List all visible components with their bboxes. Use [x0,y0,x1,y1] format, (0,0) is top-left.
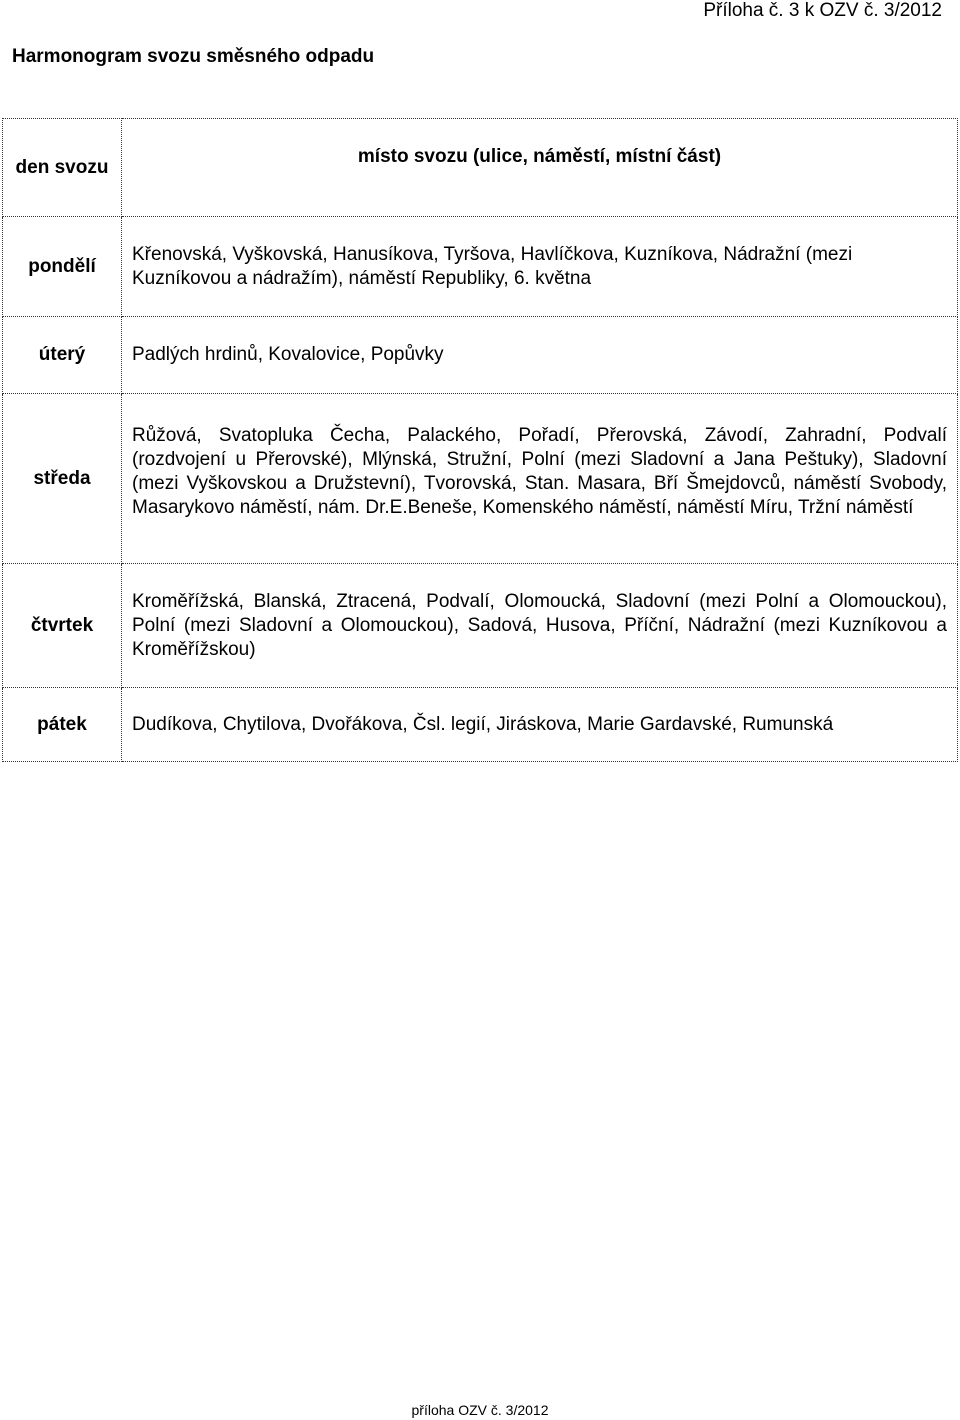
table-row [3,317,958,394]
day-cell: čtvrtek [3,564,122,688]
day-cell: pondělí [3,217,122,317]
header-day-cell: den svozu [3,119,122,217]
table-row [3,688,958,762]
table-header-row [3,119,958,217]
place-cell: Dudíkova, Chytilova, Dvořákova, Čsl. legií, Jiráskova, Marie Gardavské, Rumunská [122,688,958,762]
day-cell: úterý [3,317,122,394]
place-cell: Padlých hrdinů, Kovalovice, Popůvky [122,317,958,394]
table-row [3,217,958,317]
place-cell: Růžová, Svatopluka Čecha, Palackého, Pořadí, Přerovská, Závodí, Zahradní, Podvalí (rozdvojení u Přerovské), Mlýnská, Stružní, Polní (mezi Sladovní a Jana Peštuky), Sladovní (mezi Vyškovskou a Družstevní), Tvorovská, Stan. Masara, Bří Šmejdovců, náměstí Svobody, Masarykovo náměstí, nám. Dr.E.Beneše, Komenského náměstí, náměstí Míru, Tržní náměstí [122,394,958,564]
place-cell: Kroměřížská, Blanská, Ztracená, Podvalí, Olomoucká, Sladovní (mezi Polní a Olomouckou), Polní (mezi Sladovní a Olomouckou), Sadová, Husova, Příční, Nádražní (mezi Kuzníkovou a Kroměřížskou) [122,564,958,688]
annex-reference: Příloha č. 3 k OZV č. 3/2012 [703,0,942,21]
day-cell: středa [3,394,122,564]
header-place-cell: místo svozu (ulice, náměstí, místní část) [122,119,958,217]
table-row [3,564,958,688]
collection-schedule-table [2,118,958,762]
footer-note: příloha OZV č. 3/2012 [411,1402,549,1418]
document-title: Harmonogram svozu směsného odpadu [12,46,375,67]
table-row [3,394,958,564]
place-cell: Křenovská, Vyškovská, Hanusíkova, Tyršova, Havlíčkova, Kuzníkova, Nádražní (mezi Kuzníkovou a nádražím), náměstí Republiky, 6. května [122,217,958,317]
day-cell: pátek [3,688,122,762]
